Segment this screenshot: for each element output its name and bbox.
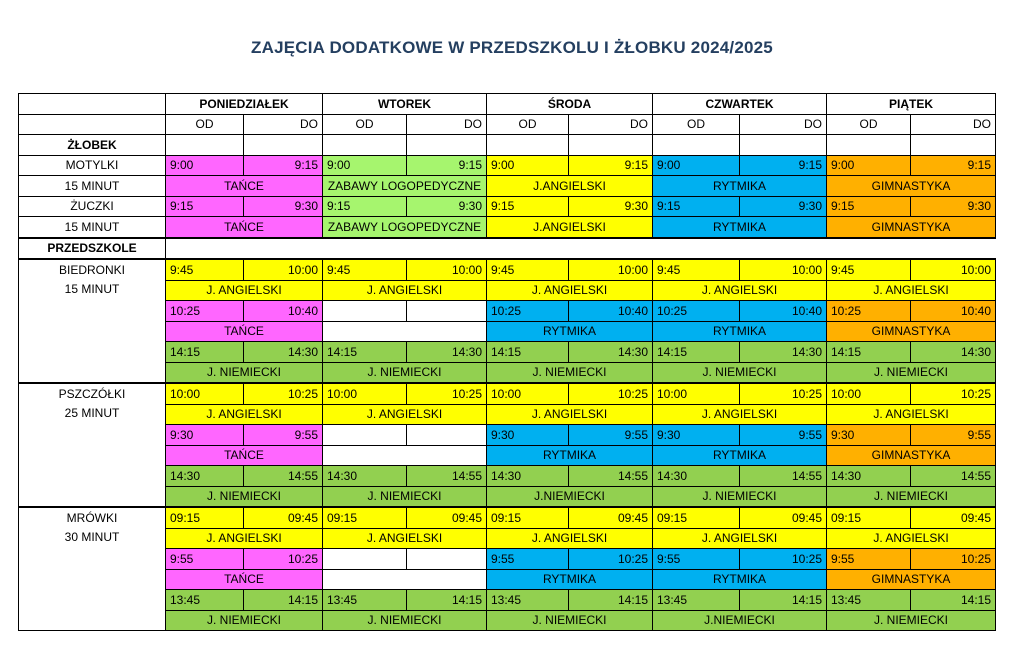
time-from: 9:45 — [166, 259, 244, 280]
activity-label — [323, 321, 487, 342]
empty-cell — [407, 135, 487, 156]
time-to: 10:40 — [569, 301, 653, 322]
time-to: 10:40 — [244, 301, 323, 322]
time-to: 10:40 — [911, 301, 996, 322]
empty-cell — [166, 238, 996, 260]
time-to: 10:25 — [569, 383, 653, 404]
od-header: OD — [166, 114, 244, 135]
activity-label: J. NIEMIECKI — [827, 610, 996, 631]
time-to: 09:45 — [407, 507, 487, 528]
day-header: ŚRODA — [487, 94, 653, 115]
time-to: 14:15 — [244, 590, 323, 611]
od-header: OD — [323, 114, 407, 135]
time-from: 9:55 — [827, 549, 911, 570]
time-to: 10:25 — [911, 549, 996, 570]
activity-label: RYTMIKA — [653, 176, 827, 197]
activity-label — [323, 569, 487, 590]
time-from: 9:30 — [487, 425, 569, 446]
day-header: WTOREK — [323, 94, 487, 115]
time-to: 10:25 — [740, 549, 827, 570]
time-from: 9:55 — [653, 549, 740, 570]
time-to — [407, 425, 487, 446]
time-from: 09:15 — [323, 507, 407, 528]
activity-label: J. ANGIELSKI — [166, 280, 323, 301]
time-to: 10:25 — [407, 383, 487, 404]
time-from: 9:15 — [487, 196, 569, 217]
time-from: 9:00 — [166, 155, 244, 176]
time-from: 9:30 — [827, 425, 911, 446]
do-header: DO — [407, 114, 487, 135]
empty-cell — [740, 135, 827, 156]
activity-label: J. ANGIELSKI — [323, 280, 487, 301]
time-to: 14:30 — [244, 342, 323, 363]
time-from: 09:15 — [827, 507, 911, 528]
activity-label: ZABAWY LOGOPEDYCZNE — [323, 217, 487, 238]
time-from: 9:00 — [653, 155, 740, 176]
time-from: 09:15 — [166, 507, 244, 528]
od-header: OD — [487, 114, 569, 135]
time-from — [323, 425, 407, 446]
time-to: 14:55 — [244, 466, 323, 487]
od-header: OD — [827, 114, 911, 135]
time-from: 10:25 — [827, 301, 911, 322]
activity-label: ZABAWY LOGOPEDYCZNE — [323, 176, 487, 197]
group-cell — [19, 507, 166, 631]
activity-label: RYTMIKA — [653, 217, 827, 238]
time-to: 14:30 — [740, 342, 827, 363]
empty-cell — [569, 135, 653, 156]
time-to: 9:55 — [740, 425, 827, 446]
time-from: 13:45 — [166, 590, 244, 611]
activity-label: RYTMIKA — [487, 321, 653, 342]
group-name: MRÓWKI — [66, 511, 118, 525]
group-cell — [19, 383, 166, 507]
time-from: 9:15 — [323, 196, 407, 217]
group-name: MOTYLKI — [19, 155, 166, 176]
empty-cell — [911, 135, 996, 156]
activity-label: J.ANGIELSKI — [487, 176, 653, 197]
time-to: 14:15 — [569, 590, 653, 611]
time-from: 9:00 — [487, 155, 569, 176]
time-to: 9:30 — [911, 196, 996, 217]
schedule-table — [18, 93, 996, 631]
activity-label: J. NIEMIECKI — [166, 486, 323, 507]
time-from: 10:25 — [166, 301, 244, 322]
time-to: 10:00 — [740, 259, 827, 280]
od-header: OD — [653, 114, 740, 135]
section-title-zlobek: ŻŁOBEK — [19, 135, 166, 156]
time-to: 14:55 — [569, 466, 653, 487]
time-from: 14:30 — [827, 466, 911, 487]
time-to: 10:25 — [911, 383, 996, 404]
activity-label: J. ANGIELSKI — [487, 404, 653, 425]
time-from: 14:15 — [487, 342, 569, 363]
time-from: 10:25 — [653, 301, 740, 322]
time-to: 14:15 — [740, 590, 827, 611]
time-from: 09:15 — [487, 507, 569, 528]
time-from — [323, 549, 407, 570]
time-from: 9:30 — [166, 425, 244, 446]
time-to: 10:40 — [740, 301, 827, 322]
time-to: 9:55 — [569, 425, 653, 446]
activity-label: J.ANGIELSKI — [487, 217, 653, 238]
time-to: 9:55 — [244, 425, 323, 446]
do-header: DO — [244, 114, 323, 135]
time-to: 14:15 — [407, 590, 487, 611]
time-to: 10:25 — [740, 383, 827, 404]
time-to: 14:55 — [407, 466, 487, 487]
time-to: 14:15 — [911, 590, 996, 611]
group-name: ŻUCZKI — [19, 196, 166, 217]
time-to: 10:25 — [569, 549, 653, 570]
empty-cell — [653, 135, 740, 156]
time-to: 14:30 — [407, 342, 487, 363]
activity-label: RYTMIKA — [653, 445, 827, 466]
activity-label: J. NIEMIECKI — [487, 362, 653, 383]
activity-label: J. ANGIELSKI — [827, 528, 996, 549]
activity-label: TAŃCE — [166, 445, 323, 466]
activity-label: J. NIEMIECKI — [323, 362, 487, 383]
activity-label: J. ANGIELSKI — [323, 528, 487, 549]
time-to: 9:30 — [740, 196, 827, 217]
activity-label: TAŃCE — [166, 176, 323, 197]
activity-label: RYTMIKA — [653, 321, 827, 342]
time-from: 9:55 — [487, 549, 569, 570]
time-to: 10:00 — [244, 259, 323, 280]
group-duration: 15 MINUT — [64, 282, 120, 296]
activity-label: RYTMIKA — [487, 569, 653, 590]
empty-cell — [487, 135, 569, 156]
time-from: 10:00 — [166, 383, 244, 404]
time-to: 9:55 — [911, 425, 996, 446]
empty-cell — [166, 135, 244, 156]
time-from: 10:00 — [487, 383, 569, 404]
do-header: DO — [740, 114, 827, 135]
activity-label: J. NIEMIECKI — [323, 610, 487, 631]
time-to: 09:45 — [569, 507, 653, 528]
activity-label: J. NIEMIECKI — [166, 610, 323, 631]
activity-label: J. NIEMIECKI — [827, 486, 996, 507]
time-from: 9:00 — [323, 155, 407, 176]
time-from — [323, 301, 407, 322]
time-from: 9:00 — [827, 155, 911, 176]
time-to: 9:15 — [407, 155, 487, 176]
time-to: 09:45 — [740, 507, 827, 528]
activity-label: GIMNASTYKA — [827, 217, 996, 238]
time-from: 9:15 — [166, 196, 244, 217]
activity-label — [323, 445, 487, 466]
activity-label: GIMNASTYKA — [827, 321, 996, 342]
time-from: 9:15 — [827, 196, 911, 217]
activity-label: J. ANGIELSKI — [323, 404, 487, 425]
activity-label: J. ANGIELSKI — [827, 280, 996, 301]
time-from: 13:45 — [487, 590, 569, 611]
activity-label: J. NIEMIECKI — [166, 362, 323, 383]
time-from: 9:45 — [323, 259, 407, 280]
time-from: 09:15 — [653, 507, 740, 528]
activity-label: J. NIEMIECKI — [323, 486, 487, 507]
activity-label: J.NIEMIECKI — [653, 610, 827, 631]
activity-label: RYTMIKA — [487, 445, 653, 466]
time-to: 14:30 — [569, 342, 653, 363]
time-from: 10:25 — [487, 301, 569, 322]
group-duration: 15 MINUT — [19, 217, 166, 238]
time-from: 10:00 — [653, 383, 740, 404]
activity-label: RYTMIKA — [653, 569, 827, 590]
time-to: 14:30 — [911, 342, 996, 363]
group-duration: 25 MINUT — [64, 406, 120, 420]
time-to — [407, 301, 487, 322]
activity-label: J. ANGIELSKI — [487, 280, 653, 301]
time-to: 10:25 — [244, 549, 323, 570]
time-to: 9:30 — [569, 196, 653, 217]
time-from: 14:15 — [323, 342, 407, 363]
activity-label: TAŃCE — [166, 569, 323, 590]
corner-cell — [19, 94, 166, 115]
time-from: 14:30 — [487, 466, 569, 487]
time-from: 13:45 — [827, 590, 911, 611]
activity-label: GIMNASTYKA — [827, 176, 996, 197]
time-to: 09:45 — [911, 507, 996, 528]
activity-label: J. ANGIELSKI — [487, 528, 653, 549]
time-to: 9:30 — [407, 196, 487, 217]
time-to: 10:00 — [569, 259, 653, 280]
activity-label: J. ANGIELSKI — [827, 404, 996, 425]
group-duration: 30 MINUT — [64, 530, 120, 544]
do-header: DO — [911, 114, 996, 135]
time-to: 09:45 — [244, 507, 323, 528]
time-to: 10:00 — [911, 259, 996, 280]
page-title: ZAJĘCIA DODATKOWE W PRZEDSZKOLU I ŻŁOBKU 2024/2025 — [251, 38, 773, 57]
time-to: 10:00 — [407, 259, 487, 280]
time-from: 14:30 — [323, 466, 407, 487]
activity-label: J. NIEMIECKI — [487, 610, 653, 631]
time-from: 9:30 — [653, 425, 740, 446]
corner-cell — [19, 114, 166, 135]
activity-label: J. NIEMIECKI — [653, 362, 827, 383]
time-from: 14:15 — [653, 342, 740, 363]
time-to: 9:15 — [569, 155, 653, 176]
day-header: PIĄTEK — [827, 94, 996, 115]
empty-cell — [827, 135, 911, 156]
activity-label: J. ANGIELSKI — [653, 528, 827, 549]
activity-label: GIMNASTYKA — [827, 569, 996, 590]
activity-label: TAŃCE — [166, 217, 323, 238]
time-from: 9:45 — [487, 259, 569, 280]
time-from: 13:45 — [653, 590, 740, 611]
time-to: 9:30 — [244, 196, 323, 217]
activity-label: J. ANGIELSKI — [653, 280, 827, 301]
day-header: CZWARTEK — [653, 94, 827, 115]
activity-label: J. ANGIELSKI — [653, 404, 827, 425]
time-from: 9:55 — [166, 549, 244, 570]
time-from: 10:00 — [827, 383, 911, 404]
time-to: 9:15 — [911, 155, 996, 176]
time-to: 9:15 — [244, 155, 323, 176]
group-cell — [19, 259, 166, 383]
time-to: 10:25 — [244, 383, 323, 404]
activity-label: TAŃCE — [166, 321, 323, 342]
day-header: PONIEDZIAŁEK — [166, 94, 323, 115]
activity-label: GIMNASTYKA — [827, 445, 996, 466]
time-from: 10:00 — [323, 383, 407, 404]
time-to — [407, 549, 487, 570]
activity-label: J. NIEMIECKI — [827, 362, 996, 383]
time-from: 14:15 — [166, 342, 244, 363]
time-from: 9:15 — [653, 196, 740, 217]
time-to: 9:15 — [740, 155, 827, 176]
time-to: 14:55 — [911, 466, 996, 487]
group-name: PSZCZÓŁKI — [58, 387, 126, 401]
time-from: 13:45 — [323, 590, 407, 611]
time-to: 14:55 — [740, 466, 827, 487]
activity-label: J. ANGIELSKI — [166, 404, 323, 425]
time-from: 9:45 — [827, 259, 911, 280]
group-name: BIEDRONKI — [58, 263, 125, 277]
empty-cell — [244, 135, 323, 156]
activity-label: J. NIEMIECKI — [653, 486, 827, 507]
time-from: 14:15 — [827, 342, 911, 363]
time-from: 14:30 — [166, 466, 244, 487]
activity-label: J. ANGIELSKI — [166, 528, 323, 549]
section-title-przedszkole: PRZEDSZKOLE — [19, 238, 166, 260]
time-from: 9:45 — [653, 259, 740, 280]
activity-label: J.NIEMIECKI — [487, 486, 653, 507]
empty-cell — [323, 135, 407, 156]
do-header: DO — [569, 114, 653, 135]
time-from: 14:30 — [653, 466, 740, 487]
group-duration: 15 MINUT — [19, 176, 166, 197]
